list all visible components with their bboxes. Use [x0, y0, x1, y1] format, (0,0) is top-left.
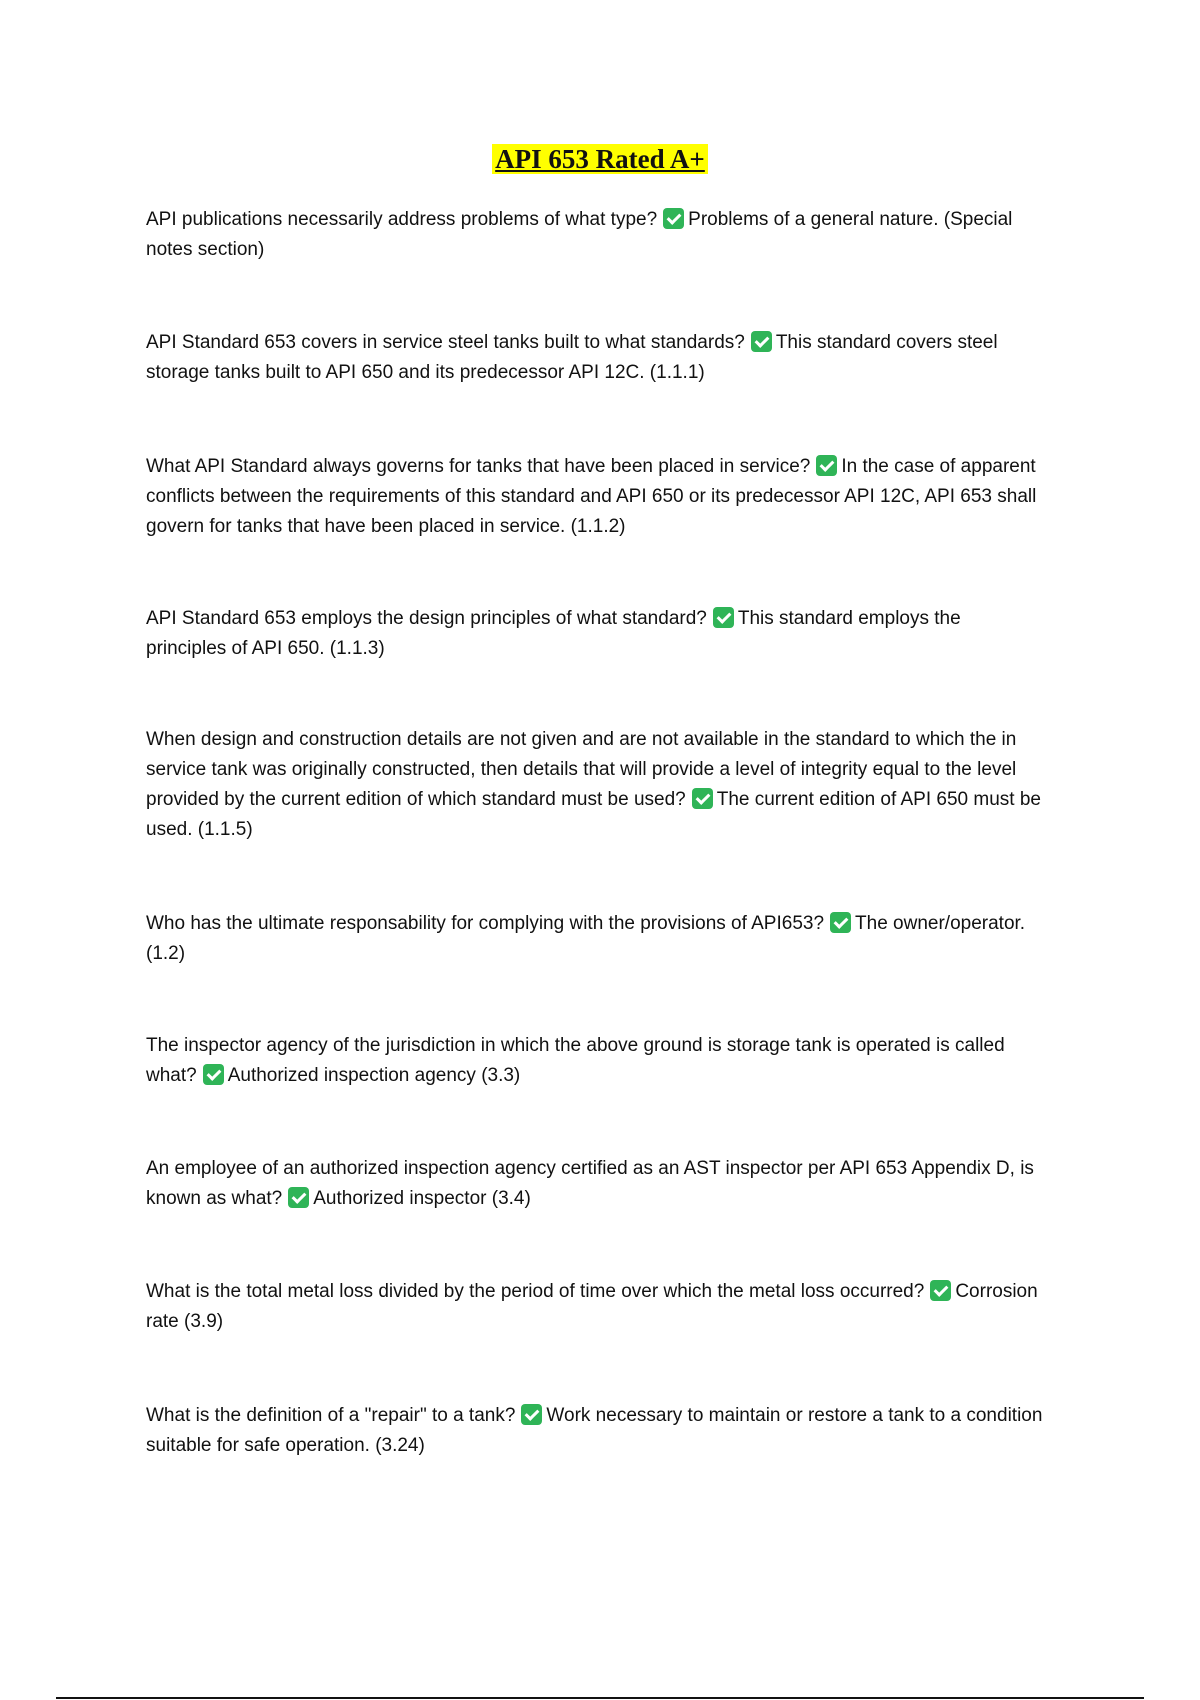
question-text: What is the total metal loss divided by the period of time over which the metal loss occurred?	[146, 1281, 925, 1302]
question-text: API Standard 653 employs the design principles of what standard?	[146, 608, 707, 629]
page-title-text: API 653 Rated A+	[492, 144, 708, 174]
answer-text: Corrosion rate (3.9)	[146, 1281, 1038, 1332]
answer-text: In the case of apparent conflicts between the requirements of this standard and API 650 or its predecessor API 12C, API 653 shall govern for tanks that have been placed in service. (1.1.2)	[146, 456, 1037, 537]
question-text: An employee of an authorized inspection agency certified as an AST inspector per API 653 Appendix D, is known as what?	[146, 1158, 1034, 1209]
check-icon	[203, 1064, 224, 1085]
check-icon	[692, 788, 713, 809]
page-title	[0, 142, 1200, 176]
qa-item	[146, 1031, 1046, 1091]
answer-text: The owner/operator. (1.2)	[146, 913, 1026, 964]
answer-text: Authorized inspector (3.4)	[313, 1188, 531, 1209]
answer-text: This standard covers steel storage tanks built to API 650 and its predecessor API 12C. (1.1.1)	[146, 332, 998, 383]
qa-item	[146, 725, 1046, 845]
question-text: API publications necessarily address problems of what type?	[146, 209, 658, 230]
answer-text: This standard employs the principles of API 650. (1.1.3)	[146, 608, 961, 659]
answer-text: Work necessary to maintain or restore a tank to a condition suitable for safe operation. (3.24)	[146, 1405, 1043, 1456]
question-text: When design and construction details are not given and are not available in the standard to which the in service tank was originally constructed, then details that will provide a level of integrity equal to the level provided by the current edition of which standard must be used?	[146, 729, 1017, 810]
check-icon	[288, 1187, 309, 1208]
check-icon	[663, 208, 684, 229]
answer-text: Problems of a general nature. (Special notes section)	[146, 209, 1013, 260]
answer-text: Authorized inspection agency (3.3)	[227, 1065, 521, 1086]
qa-item	[146, 1401, 1046, 1461]
qa-item	[146, 1277, 1046, 1337]
check-icon	[521, 1404, 542, 1425]
check-icon	[816, 455, 837, 476]
qa-item	[146, 452, 1046, 542]
bottom-divider	[56, 1697, 1144, 1699]
question-text: What is the definition of a "repair" to a tank?	[146, 1405, 516, 1426]
answer-text: The current edition of API 650 must be used. (1.1.5)	[146, 789, 1041, 840]
check-icon	[713, 607, 734, 628]
check-icon	[930, 1280, 951, 1301]
check-icon	[830, 912, 851, 933]
check-icon	[751, 331, 772, 352]
qa-item	[146, 604, 1046, 664]
question-text: The inspector agency of the jurisdiction in which the above ground is storage tank is operated is called what?	[146, 1035, 1005, 1086]
question-text: What API Standard always governs for tanks that have been placed in service?	[146, 456, 811, 477]
qa-item	[146, 909, 1046, 969]
qa-item	[146, 1154, 1046, 1214]
qa-item	[146, 328, 1046, 388]
qa-item	[146, 205, 1046, 265]
question-text: Who has the ultimate responsability for complying with the provisions of API653?	[146, 913, 825, 934]
question-text: API Standard 653 covers in service steel tanks built to what standards?	[146, 332, 745, 353]
